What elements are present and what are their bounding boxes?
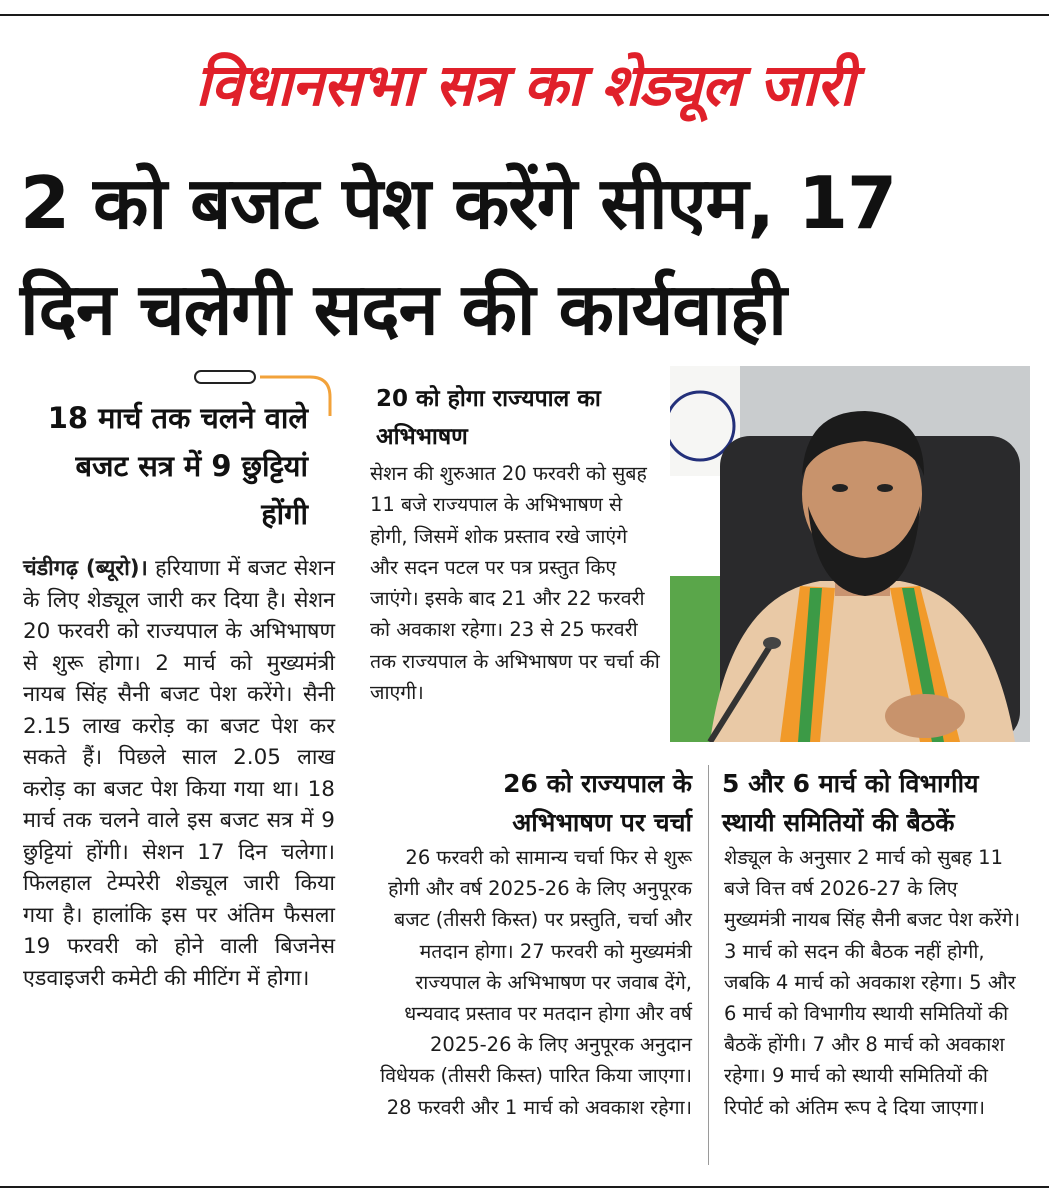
kicker-heading: विधानसभा सत्र का शेड्यूल जारी bbox=[195, 51, 854, 119]
sidebar-heading: 18 मार्च तक चलने वाले बजट सत्र में 9 छुट्टियां होंगी bbox=[47, 401, 308, 531]
speaker-photo bbox=[670, 366, 1030, 742]
top-rule bbox=[0, 14, 1049, 16]
main-headline bbox=[20, 150, 1035, 362]
governor-address-heading: 20 को होगा राज्यपाल का अभिभाषण bbox=[376, 386, 601, 450]
headline-line-2: दिन चलेगी सदन की कार्यवाही bbox=[20, 267, 786, 351]
sidebar-body: हरियाणा में बजट सेशन के लिए शेड्यूल जारी कर दिया है। सेशन 20 फरवरी को राज्यपाल के अभिभाषण से शुरू होगा। 2 मार्च को मुख्यमंत्री नायब सिंह सैनी बजट पेश करेंगे। सैनी 2.15 लाख करोड़ का बजट पेश कर सकते हैं। पिछले साल 2.05 लाख करोड़ का बजट पेश किया गया था। 18 मार्च तक चलने वाले इस बजट सत्र में 9 छुट्टियां होंगी। सेशन 17 दिन चलेगा। फिलहाल टेम्परेरी शेड्यूल जारी किया गया है। हालांकि इस पर अंतिम फैसला 19 फरवरी को होने वाली बिजनेस एडवाइजरी कमेटी की मीटिंग में होगा। bbox=[23, 556, 335, 991]
bottom-rule bbox=[0, 1186, 1049, 1188]
dateline: चंडीगढ़ (ब्यूरो)। bbox=[23, 556, 148, 581]
discussion-heading: 26 को राज्यपाल के अभिभाषण पर चर्चा bbox=[503, 769, 692, 837]
discussion-body: 26 फरवरी को सामान्य चर्चा फिर से शुरू होगी और वर्ष 2025-26 के लिए अनुपूरक बजट (तीसरी किस्त) पर प्रस्तुति, चर्चा और मतदान होगा। 27 फरवरी को मुख्यमंत्री राज्यपाल के अभिभाषण पर जवाब देंगे, धन्यवाद प्रस्ताव पर मतदान होगा और वर्ष 2025-26 के लिए अनुपूरक अनुदान विधेयक (तीसरी किस्त) पारित किया जाएगा। 28 फरवरी और 1 मार्च को अवकाश रहेगा। bbox=[380, 846, 692, 1119]
committees-body: शेड्यूल के अनुसार 2 मार्च को सुबह 11 बजे वित्त वर्ष 2026-27 के लिए मुख्यमंत्री नायब सिंह सैनी बजट पेश करेंगे। 3 मार्च को सदन की बैठक नहीं होगी, जबकि 4 मार्च को अवकाश रहेगा। 5 और 6 मार्च को विभागीय स्थायी समितियों की बैठकें होंगी। 7 और 8 मार्च को अवकाश रहेगा। 9 मार्च को स्थायी समितियों की रिपोर्ट को अंतिम रूप दे दिया जाएगा। bbox=[724, 846, 1021, 1119]
headline-line-1: 2 को बजट पेश करेंगे सीएम, 17 bbox=[20, 161, 897, 245]
governor-address-body: सेशन की शुरुआत 20 फरवरी को सुबह 11 बजे राज्यपाल के अभिभाषण से होगी, जिसमें शोक प्रस्ताव रखे जाएंगे और सदन पटल पर पत्र प्रस्तुत किए जाएंगे। इसके बाद 21 और 22 फरवरी को अवकाश रहेगा। 23 से 25 फरवरी तक राज्यपाल के अभिभाषण पर चर्चा की जाएगी। bbox=[370, 462, 660, 705]
sidebar-article bbox=[23, 553, 335, 994]
column-divider bbox=[708, 765, 709, 1165]
committees-heading: 5 और 6 मार्च को विभागीय स्थायी समितियों की बैठकें bbox=[722, 769, 979, 837]
